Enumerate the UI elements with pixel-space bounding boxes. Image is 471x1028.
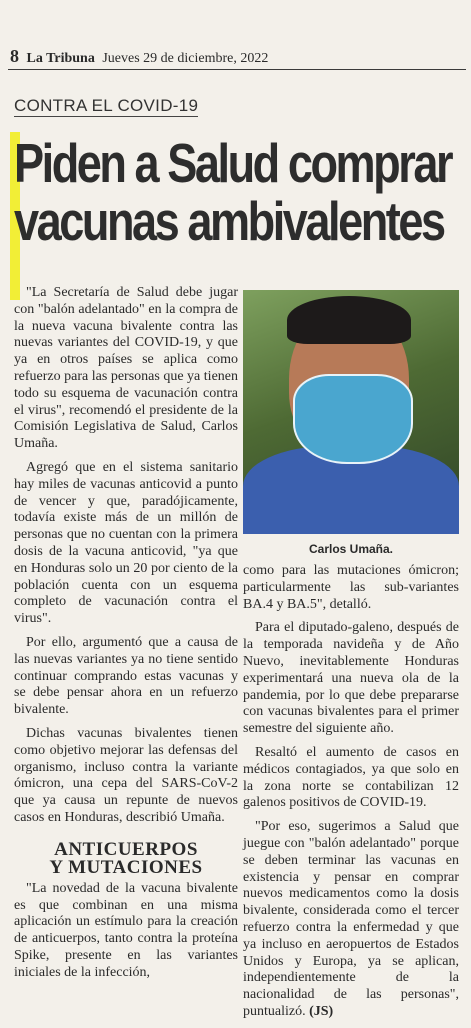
header-divider — [8, 69, 466, 70]
final-paragraph-text: "Por eso, sugerimos a Salud que juegue con "balón adelantado" porque se deben terminar las vacunas en existencia y pensar en comprar nuevos medicamentos como la dosis bivalente, considerada como el tercer refuerzo contra la enfermedad y que ya incluso en aeropuertos de Estados Unidos y Europa, ya se aplican, independientemente de la nacionalidad de las personas", puntualizó. — [243, 819, 459, 1019]
headline-line-2: vacunas ambivalentes — [14, 190, 444, 252]
headline-line-1: Piden a Salud comprar — [14, 132, 452, 194]
headline — [14, 132, 452, 252]
paragraph: Agregó que en el sistema sanitario hay miles de vacunas anticovid a punto de vencer y que, paradójicamente, todavía existe más de un millón de personas que no cuentan con la primera dosis de la vacuna anticovid, "ya que en Honduras solo un 20 por ciento de la población cuenta con un esquema completo de vacunación contra el virus". — [14, 459, 238, 627]
face-mask-icon — [293, 374, 413, 464]
paragraph: Para el diputado-galeno, después de la temporada navideña y de Año Nuevo, inevitablemente Honduras experimentará una nueva ola de la pandemia, por lo que debe prepararse con vacunas bivalentes para el primer semestre del siguiente año. — [243, 620, 459, 737]
paragraph — [243, 819, 459, 1021]
subheading-line-1: ANTICUERPOS — [54, 838, 198, 860]
subheading — [14, 838, 238, 878]
paragraph: Resaltó el aumento de casos en médicos contagiados, ya que solo en la zona norte se contabilizan 12 galenos positivos de COVID-19. — [243, 744, 459, 811]
paragraph: Por ello, argumentó que a causa de las nuevas variantes ya no tiene sentido continuar comprando estas vacunas y se debe pensar ahora en un refuerzo bivalente. — [14, 634, 238, 718]
subheading-line-2: Y MUTACIONES — [49, 856, 203, 878]
page-header — [10, 46, 465, 68]
paragraph: "La Secretaría de Salud debe jugar con "balón adelantado" en la compra de la nueva vacuna bivalente contra las nuevas variantes del COVID-19, y que ya en otros países se aplica como refuerzo para las personas que ya tienen todo su esquema de vacunación contra el virus", recomendó el presidente de la Comisión Legislativa de Salud, Carlos Umaña. — [14, 285, 238, 452]
photo-caption: Carlos Umaña. — [308, 542, 394, 556]
author-signature: (JS) — [309, 1003, 334, 1019]
paragraph: "La novedad de la vacuna bivalente es que combinan en una misma aplicación un estímulo para la creación de anticuerpos, tanto contra la proteína Spike, presente en las variantes iniciales de la infección, — [14, 880, 238, 980]
newspaper-name: La Tribuna — [26, 51, 95, 66]
portrait-photo — [243, 290, 459, 534]
issue-date: Jueves 29 de diciembre, 2022 — [102, 51, 269, 66]
photo-hair — [287, 296, 411, 344]
section-kicker: CONTRA EL COVID-19 — [14, 96, 199, 115]
article-column-right — [243, 563, 459, 1028]
page-number: 8 — [10, 46, 19, 66]
paragraph: Dichas vacunas bivalentes tienen como objetivo mejorar las defensas del organismo, incluso contra la variante ómicron, una cepa del SARS-CoV-2 que ya causa un repunte de nuevos casos en Honduras, describió Umaña. — [14, 725, 238, 825]
article-column-left — [14, 285, 238, 988]
paragraph: como para las mutaciones ómicron; particularmente las sub-variantes BA.4 y BA.5", detalló. — [243, 563, 459, 612]
